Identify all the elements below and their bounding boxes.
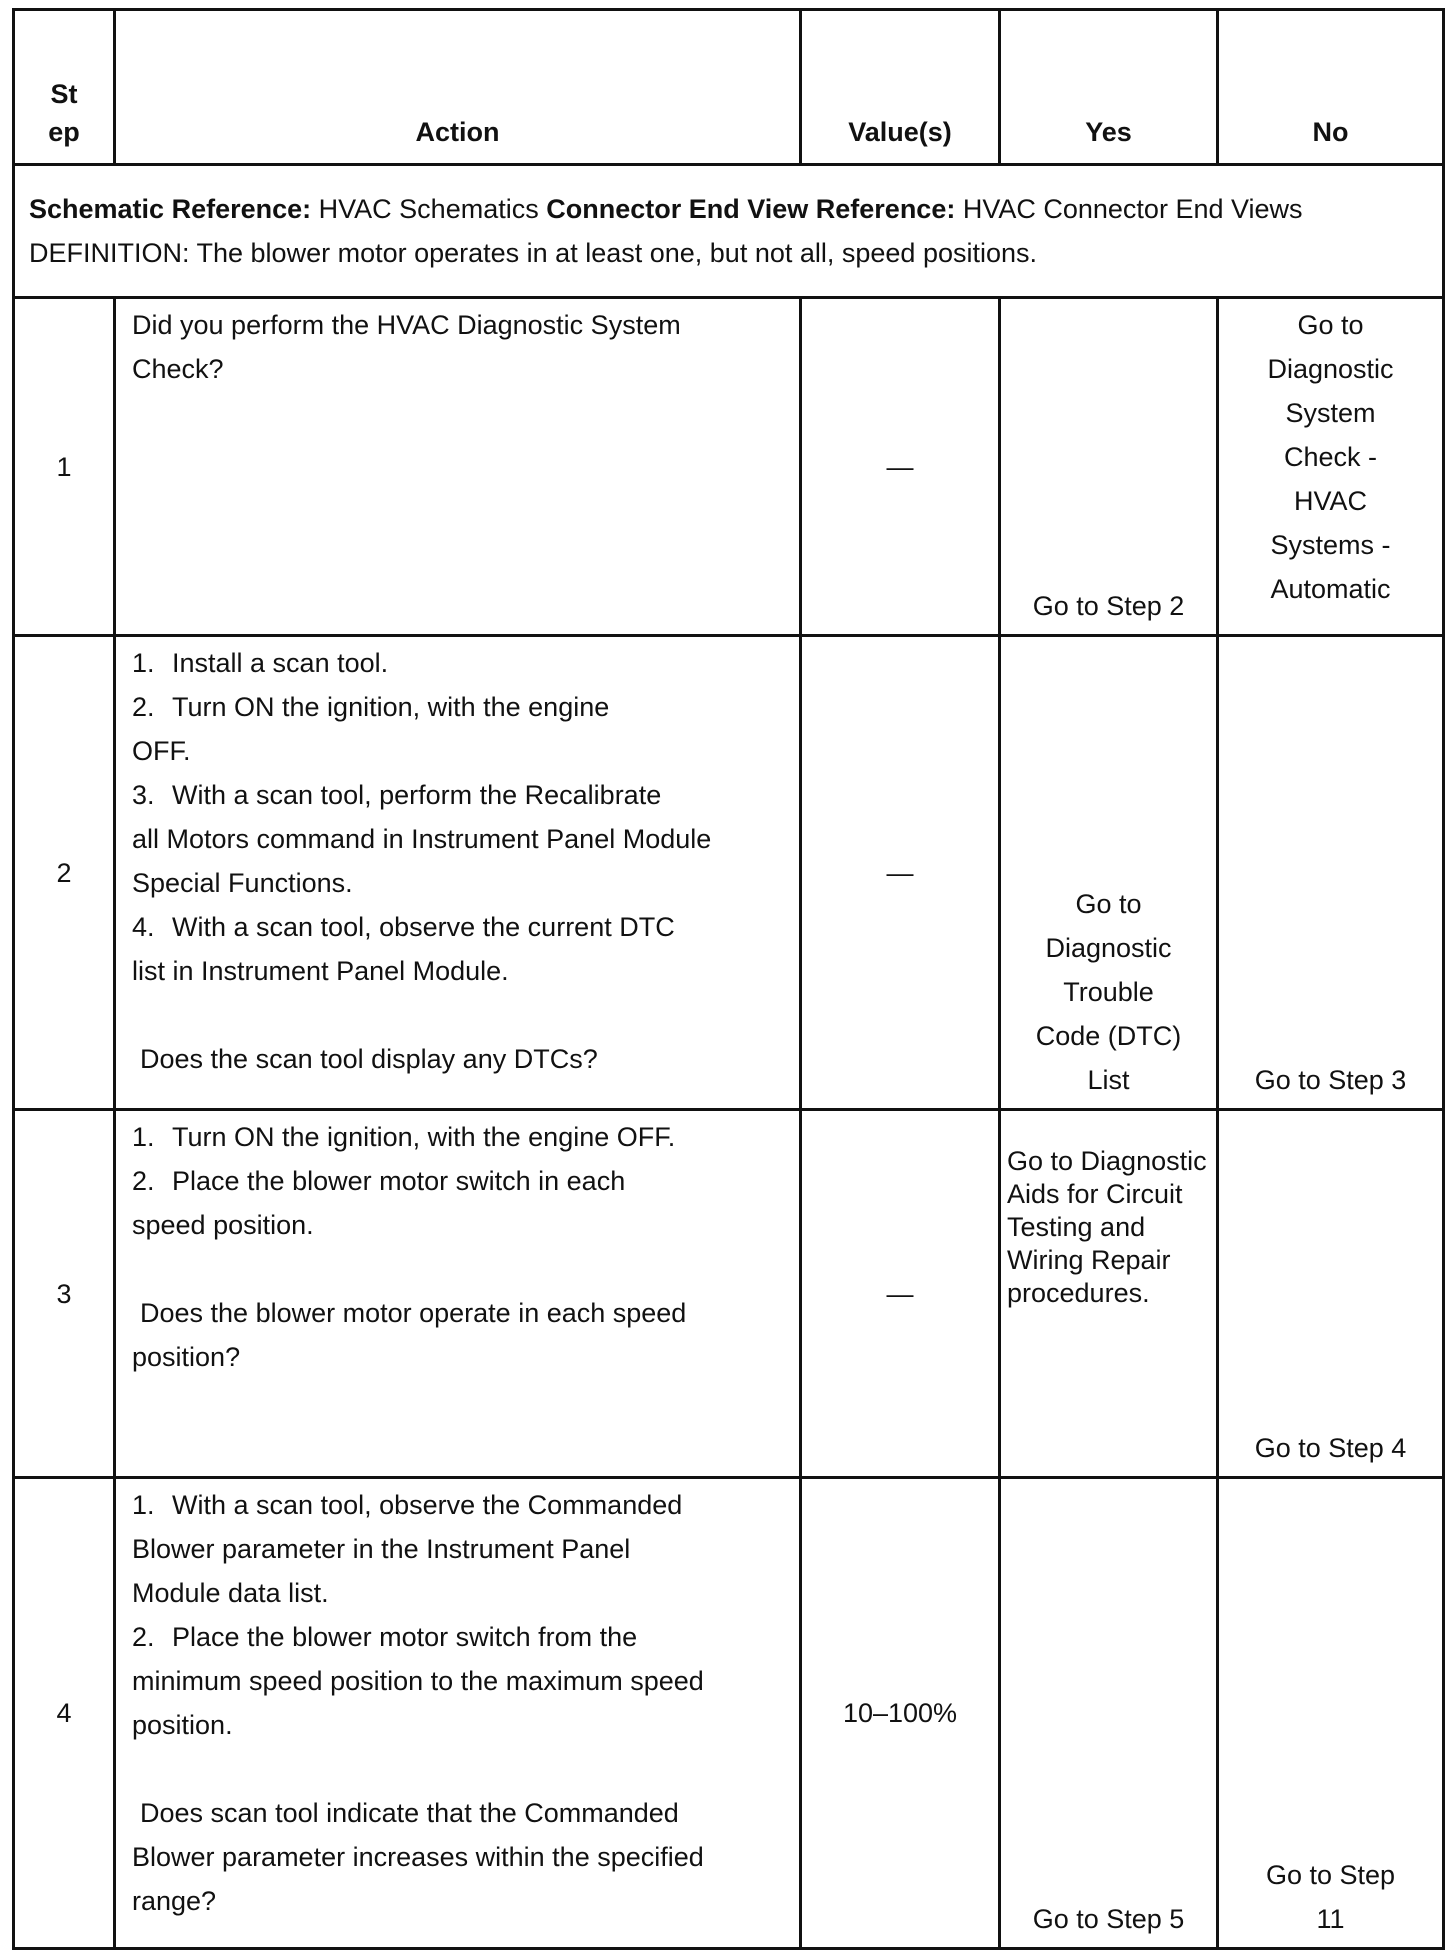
header-values: Value(s)	[801, 10, 1000, 165]
step-number: 3	[14, 1110, 115, 1478]
step-no-link[interactable]: Go to Step 3	[1218, 636, 1444, 1110]
header-step: St ep	[14, 10, 115, 165]
step-yes-link[interactable]: Go to Diagnostic Trouble Code (DTC) List	[1000, 636, 1218, 1110]
step-action: 1. Install a scan tool. 2. Turn ON the ignition, with the engine OFF. 3. With a scan tool, perform the Recalibrate all Motors command in Instrument Panel Module Special Functions. 4. With a scan tool, observe the current DTC list in Instrument Panel Module. Does the scan tool display any DTCs?	[115, 636, 801, 1110]
step-question: Does scan tool indicate that the Commanded	[140, 1798, 679, 1828]
step-number: 4	[14, 1478, 115, 1949]
table-row	[14, 636, 1444, 1110]
table-row	[14, 1478, 1444, 1949]
step-value: —	[801, 298, 1000, 636]
step-value: —	[801, 1110, 1000, 1478]
connector-reference-link[interactable]: HVAC Connector End Views	[962, 194, 1303, 224]
header-yes: Yes	[1000, 10, 1218, 165]
schematic-reference-label: Schematic Reference:	[29, 194, 312, 224]
step-value: —	[801, 636, 1000, 1110]
header-row	[14, 10, 1444, 165]
step-action: 1. With a scan tool, observe the Commanded Blower parameter in the Instrument Panel Module data list. 2. Place the blower motor switch from the minimum speed position to the maximum speed position. Does scan tool indicate that the Commanded Blower parameter increases within the specified range?	[115, 1478, 801, 1949]
step-question: Does the blower motor operate in each speed	[140, 1298, 687, 1328]
step-yes-link[interactable]: Go to Step 5	[1000, 1478, 1218, 1949]
step-no-link[interactable]: Go to Diagnostic System Check - HVAC Systems - Automatic	[1218, 298, 1444, 636]
step-action: 1. Turn ON the ignition, with the engine OFF. 2. Place the blower motor switch in each speed position. Does the blower motor operate in each speed position?	[115, 1110, 801, 1478]
step-number: 2	[14, 636, 115, 1110]
step-yes-link[interactable]: Go to Step 2	[1000, 298, 1218, 636]
diagnostic-document	[12, 8, 1442, 1950]
step-yes-link[interactable]: Go to Diagnostic Aids for Circuit Testing and Wiring Repair procedures.	[1000, 1110, 1218, 1478]
definition-text: DEFINITION: The blower motor operates in at least one, but not all, speed positions.	[29, 238, 1038, 268]
table-row	[14, 1110, 1444, 1478]
step-action: Did you perform the HVAC Diagnostic System Check?	[115, 298, 801, 636]
diagnostic-table	[12, 8, 1445, 1950]
connector-reference-label: Connector End View Reference:	[546, 194, 956, 224]
step-number: 1	[14, 298, 115, 636]
step-no-link[interactable]: Go to Step 4	[1218, 1110, 1444, 1478]
table-row	[14, 298, 1444, 636]
reference-cell	[14, 165, 1444, 298]
step-no-link[interactable]: Go to Step 11	[1218, 1478, 1444, 1949]
step-question: Does the scan tool display any DTCs?	[140, 1044, 598, 1074]
header-action: Action	[115, 10, 801, 165]
reference-row	[14, 165, 1444, 298]
step-value: 10–100%	[801, 1478, 1000, 1949]
header-no: No	[1218, 10, 1444, 165]
schematic-reference-link[interactable]: HVAC Schematics	[318, 194, 539, 224]
